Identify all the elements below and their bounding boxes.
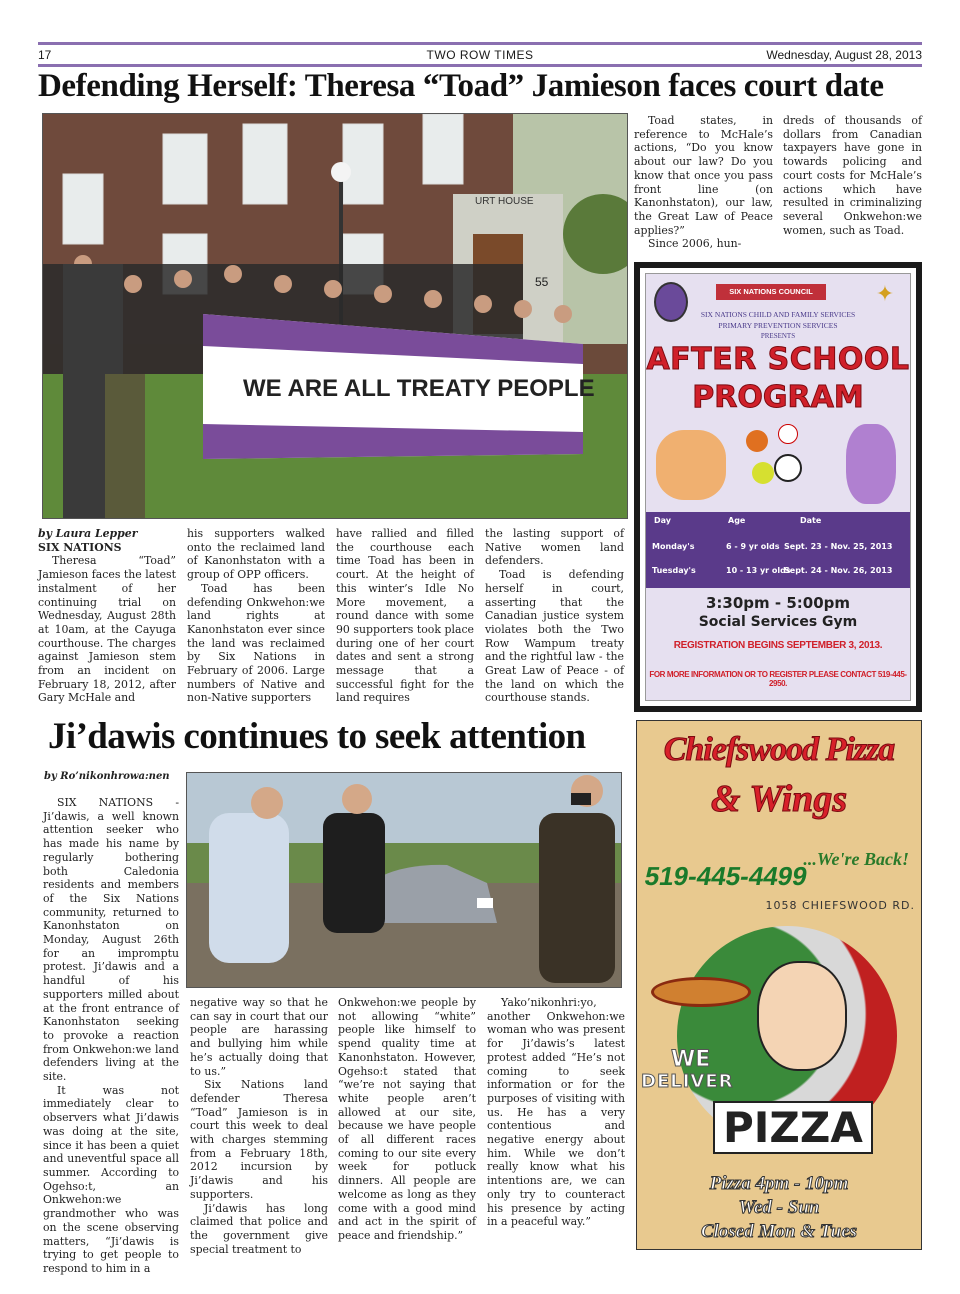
ad1-inner [645, 273, 911, 701]
article1-text-4: the lasting support of Native women land defenders. [485, 527, 624, 568]
article1-column-2 [187, 527, 325, 705]
ad1-registration: REGISTRATION BEGINS SEPTEMBER 3, 2013. [673, 640, 883, 651]
ad1-title-2: PROGRAM [692, 380, 864, 415]
article2-column-2 [190, 996, 328, 1256]
ad2-name-1: Chiefswood Pizza [663, 731, 895, 768]
ad2-we: WE [671, 1047, 711, 1072]
article2-text-2b: Six Nations land defender Theresa “Toad” Jamieson is in court this week to deal with charges stemming from a February 18th, 2012 incursion by Ji’dawis and his supporters. [190, 1078, 328, 1201]
ad2-name-2: & Wings [710, 778, 848, 820]
article1-text-5b: Since 2006, hun- [648, 237, 742, 251]
chef-face-icon [757, 961, 847, 1071]
building-number: 55 [535, 275, 549, 289]
article2-column-1 [43, 796, 179, 1276]
banner-text: WE ARE ALL TREATY PEOPLE [243, 375, 595, 402]
header-top-rule [38, 42, 922, 45]
article2-photo [186, 772, 622, 988]
article1-text-4b: Toad is defending herself in court, asserting that the Canadian justice system violates both the Two Row Wampum treaty and the rightful law - the Great Law of Peace - of the land on which the courthouse stands. [485, 568, 624, 705]
article1-photo [42, 113, 628, 519]
table-header-date: Date [800, 516, 822, 525]
article2-column-4 [487, 996, 625, 1229]
ad2-phone: 519-445-4499 [642, 861, 810, 891]
article2-byline-block [44, 770, 184, 784]
kid-jumping-icon [846, 424, 896, 504]
ad2-hours-1: Pizza 4pm - 10pm [709, 1173, 849, 1194]
article2-headline: Ji’dawis continues to seek attention [48, 716, 586, 757]
article1-column-6 [783, 114, 922, 237]
article1-text-3: have rallied and filled the courthouse each time Toad has been in court. At the height of this winter’s Idle No More movement, a round dance with some 90 supporters took place during one of her court dates and sent a strong message that a successful fight for the land requires [336, 527, 474, 705]
row2-day: Tuesday's [652, 566, 696, 575]
article2-text-2c: Ji’dawis has long claimed that police and the government give special treatment to [190, 1201, 328, 1256]
article2-byline: by Ro’nikonhrowa:nen [44, 771, 170, 782]
after-school-program-ad [634, 262, 922, 712]
table-header-day: Day [654, 516, 672, 525]
page-header [38, 46, 922, 64]
tennis-ball-icon [752, 462, 774, 484]
article1-dateline: SIX NATIONS [38, 540, 122, 554]
table-row [646, 562, 910, 584]
row1-age: 6 - 9 yr olds [726, 542, 780, 551]
header-bottom-rule [38, 64, 922, 67]
article1-text-1: Theresa “Toad” Jamieson faces the latest instalment of her continuing trial on Wednesday, August 28th at 10am, at the Cayuga courthouse. The charges against Jamieson stem from an incident on February 18, 2012, after Gary McHale and [38, 554, 176, 705]
article1-text-2: his supporters walked onto the reclaimed land of Kanonhstaton with a group of OPP officers. [187, 527, 325, 582]
article2-text-1b: It was not immediately clear to observers what Ji’dawis was doing at the site, since it has been a quiet and uneventful space all summer. According to Ogehso:t, an Onkwehon:we grandmother who was on the scene observing matters, “Ji’dawis is trying to get people to respond to him in a [43, 1083, 179, 1275]
basketball-icon [746, 430, 768, 452]
ad1-time: 3:30pm - 5:00pm [705, 594, 851, 612]
ad1-contact: FOR MORE INFORMATION OR TO REGISTER PLEASE CONTACT 519-445-2950. [649, 670, 907, 688]
article1-column-3 [336, 527, 474, 705]
baseball-icon [778, 424, 798, 444]
ad1-org1: SIX NATIONS CHILD AND FAMILY SERVICES [700, 310, 856, 319]
article2-text-4: Yako’nikonhri:yo, another Onkwehon:we woman who was present for Ji’dawis’s latest protest added “He’s not coming to seek information or for the purposes of visiting with us. He has a very contentious and negative energy about him. While we don’t really know what his intentions are, we can only try to counteract his presence by acting in a peaceful way.” [487, 996, 625, 1229]
issue-date: Wednesday, August 28, 2013 [766, 48, 922, 62]
row1-date: Sept. 23 - Nov. 25, 2013 [784, 542, 893, 551]
courthouse-sign: URT HOUSE [475, 196, 534, 207]
article1-column-4 [485, 527, 624, 705]
ad1-kids-clipart [656, 424, 912, 506]
article2-column-3 [338, 996, 476, 1243]
chiefswood-pizza-ad [636, 720, 922, 1250]
ad2-tagline: ...We're Back! [803, 849, 909, 869]
pizza-plate-icon [651, 977, 751, 1007]
ad1-org2: PRIMARY PREVENTION SERVICES [718, 321, 838, 330]
article1-column-1 [38, 527, 176, 705]
ad2-pizza: PIZZA [713, 1101, 873, 1154]
ad1-place: Social Services Gym [698, 614, 858, 630]
article2-text-1: SIX NATIONS - Ji’dawis, a well known attention seeker who has made his name by regularly bothering both Caledonia residents and members of the Six Nations community, returned to Kanonhstaton on Monday, August 26th for an impromptu protest. Ji’dawis and a handful of his supporters milled about at the front entrance of Kanonhstaton seeking to provoke a reaction from Onkwehon:we land defenders living at the site. [43, 796, 179, 1084]
article2-text-3: Onkwehon:we people by not allowing “white” people like himself to spend quality time at Kanonhstaton. However, Ogehso:t stated that “we’re not saying that white people aren’t allowed at our site, because we have people of all different races coming to our site every week for potluck dinners. All people are welcome as long as they come with a good mind and act in the spirit of peace and friendship.” [338, 996, 476, 1242]
ad2-hours-2: Wed - Sun [738, 1197, 820, 1218]
table-row [646, 538, 910, 560]
ad1-council-banner: SIX NATIONS COUNCIL [716, 284, 826, 300]
row1-day: Monday's [652, 542, 695, 551]
kid-drawing-icon [656, 430, 726, 500]
ad1-title-1: AFTER SCHOOL [646, 342, 910, 377]
article1-byline: by Laura Lepper [38, 527, 138, 540]
article1-text-6: dreds of thousands of dollars from Canadian taxpayers have gone in towards policing and court costs for McHale’s actions which have resulted in criminalizing several Onkwehon:we women, such as Toad. [783, 114, 922, 237]
ad1-presents: PRESENTS [760, 332, 796, 340]
ad2-hours-3: Closed Mon & Tues [700, 1221, 858, 1242]
article1-text-5: Toad states, in reference to McHale’s actions, “Do you know about our law? Do you know that once you pass front line (on Kanonhstaton), our law, the Great Law of Peace applies?” [634, 114, 773, 237]
row2-age: 10 - 13 yr olds [726, 566, 791, 575]
ad1-schedule-table [646, 512, 910, 588]
article1-headline: Defending Herself: Theresa “Toad” Jamieson faces court date [38, 68, 884, 104]
soccer-ball-icon [774, 454, 802, 482]
publication-name: TWO ROW TIMES [426, 48, 534, 62]
article2-text-2: negative way so that he can say in court that our people are harassing and bullying him while he’s actually doing that to us.” [190, 996, 328, 1078]
ad2-deliver: DELIVER [641, 1071, 734, 1092]
ad1-logo-right-icon: ✦ [875, 282, 895, 307]
article1-text-2b: Toad has been defending Onkwehon:we land rights at Kanonhstaton ever since the land was reclaimed by Six Nations in February of 2006. Large numbers of Native and non-Native supporters [187, 581, 325, 705]
page-number: 17 [38, 48, 52, 62]
table-header-age: Age [728, 516, 746, 525]
ad2-address: 1058 CHIEFSWOOD RD. [765, 899, 915, 912]
article1-column-5 [634, 114, 773, 251]
row2-date: Sept. 24 - Nov. 26, 2013 [784, 566, 893, 575]
